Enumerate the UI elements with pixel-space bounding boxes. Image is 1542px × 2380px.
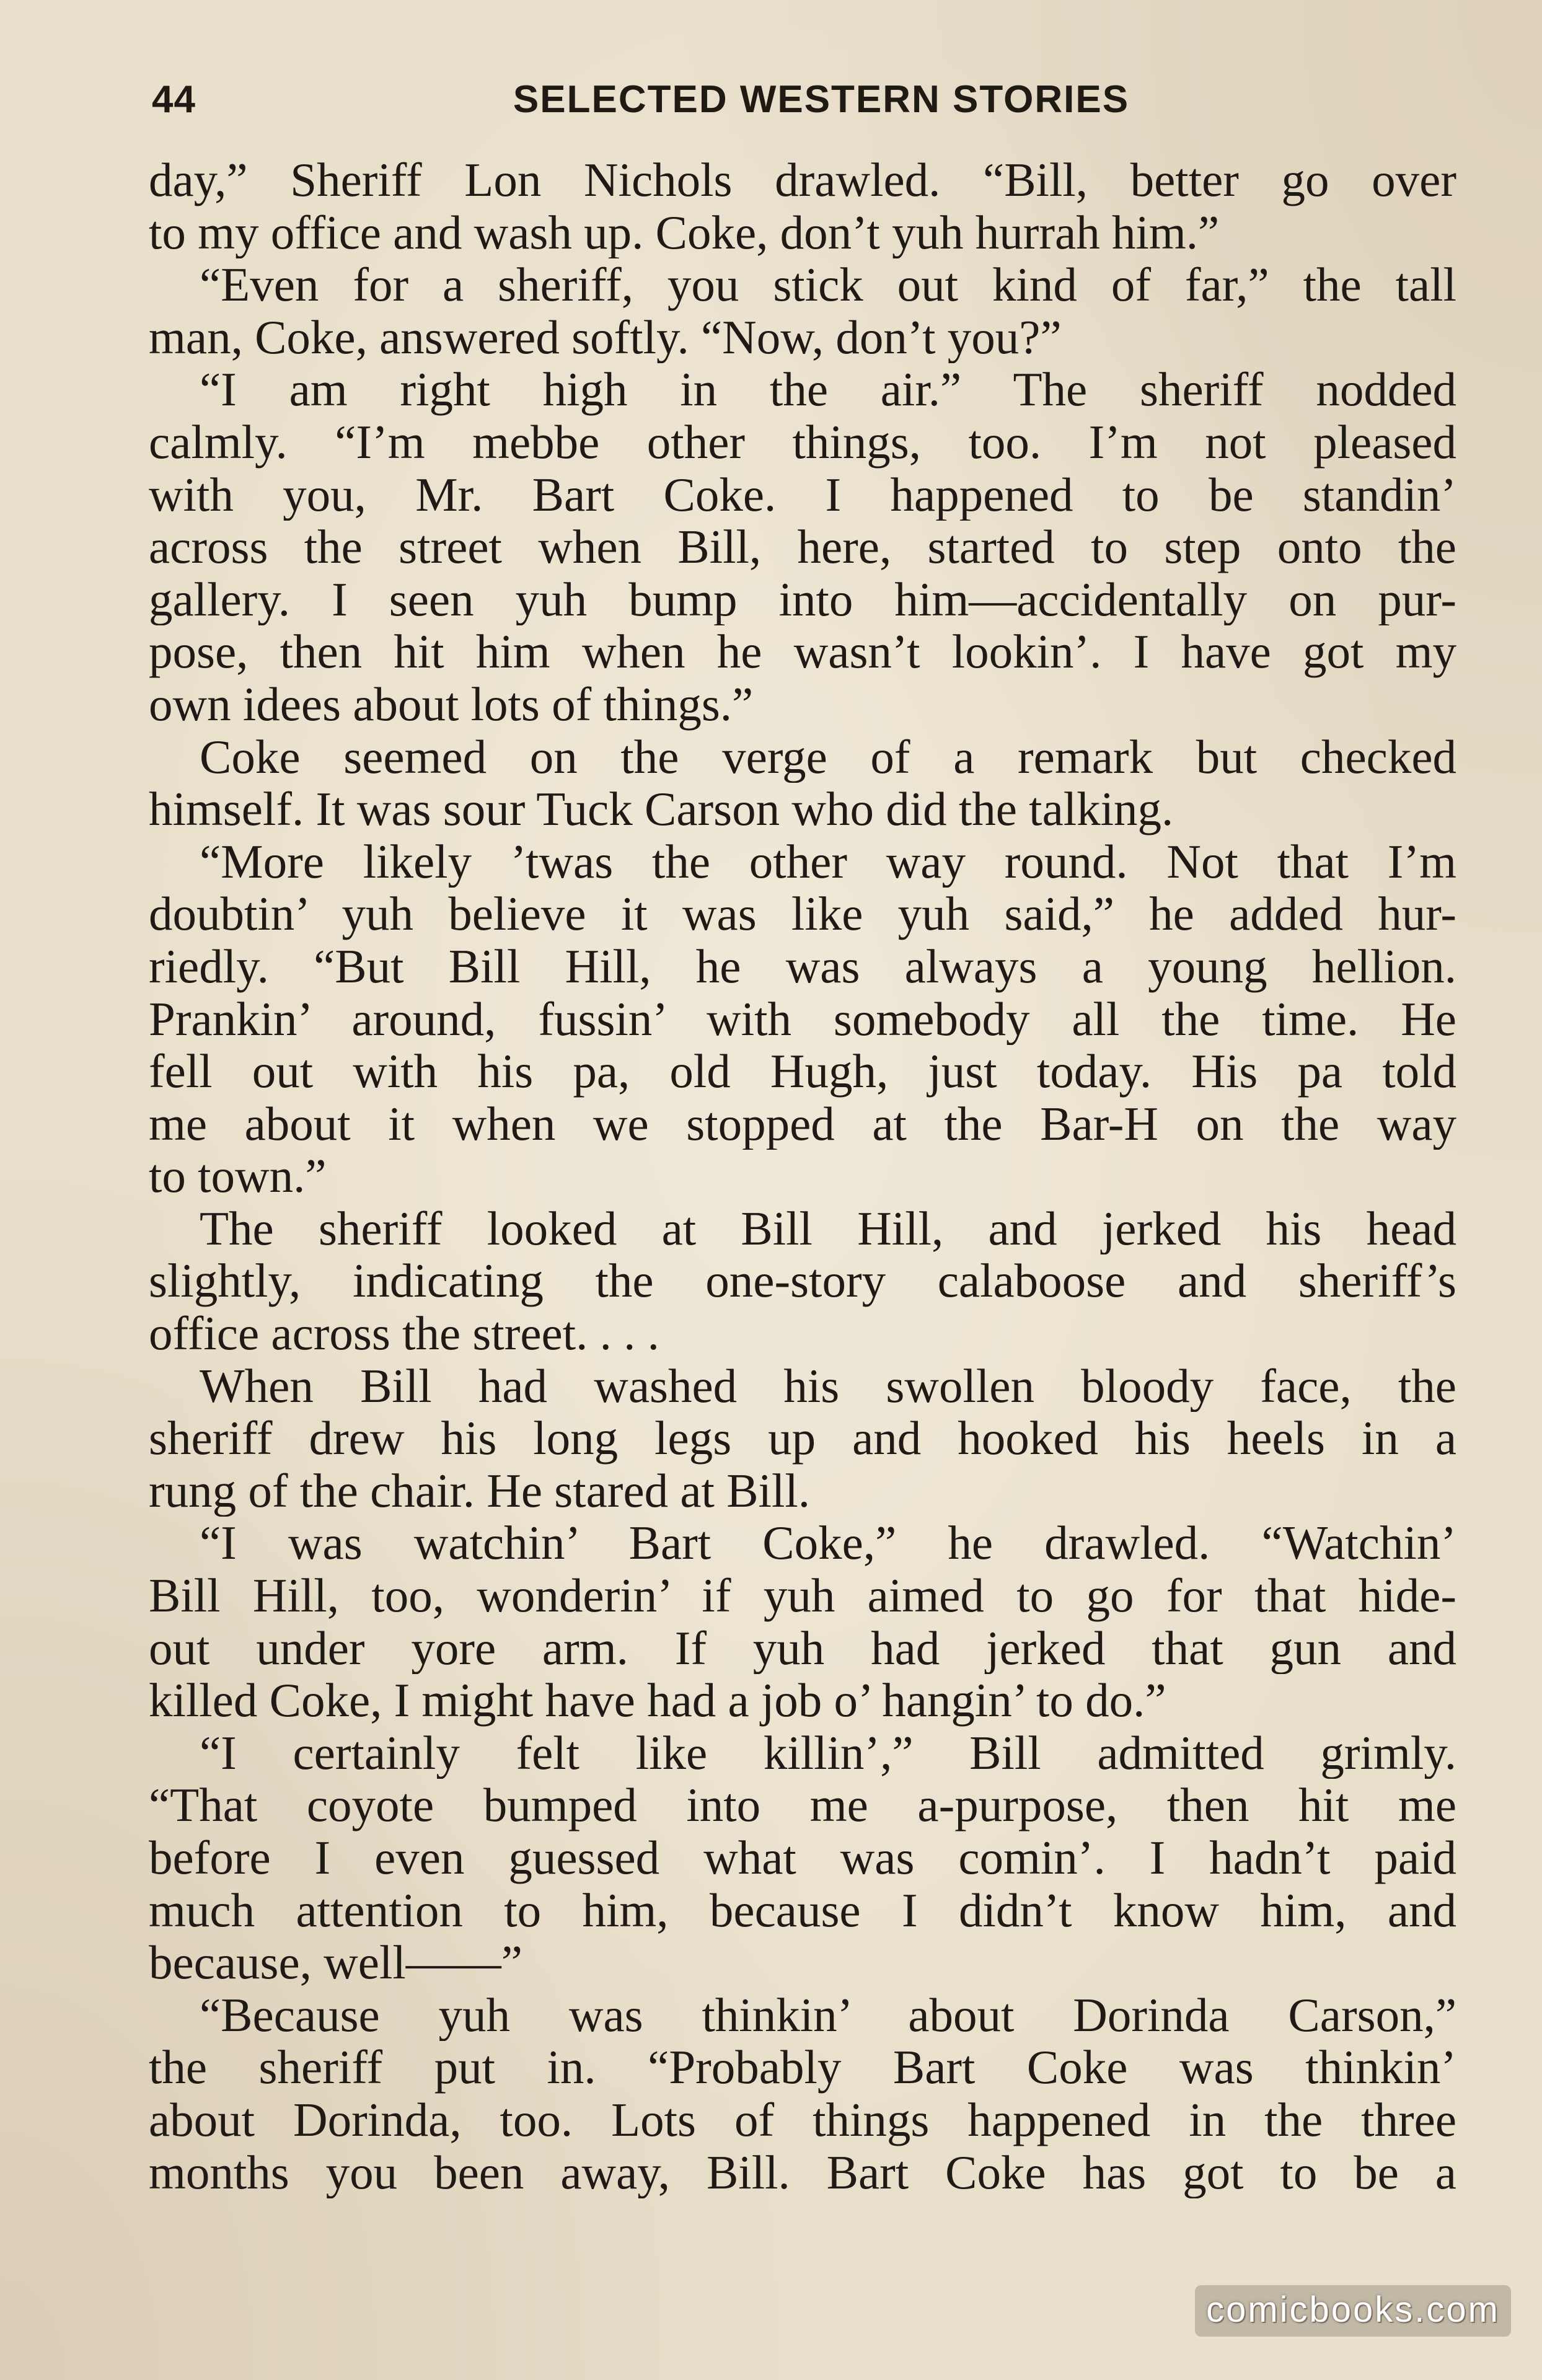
text-line: across the street when Bill, here, started to step onto the [149,521,1456,573]
text-line: much attention to him, because I didn’t know him, and [149,1884,1456,1937]
running-title: SELECTED WESTERN STORIES [513,78,1130,121]
text-line: about Dorinda, too. Lots of things happened in the three [149,2093,1456,2146]
text-line: “I was watchin’ Bart Coke,” he drawled. “Watchin’ [200,1517,1456,1570]
text-line: fell out with his pa, old Hugh, just today. His pa told [149,1045,1456,1098]
text-line: slightly, indicating the one-story calaboose and sheriff’s [149,1254,1456,1308]
text-line: The sheriff looked at Bill Hill, and jerked his head [200,1202,1456,1255]
text-line: the sheriff put in. “Probably Bart Coke was thinkin’ [149,2041,1456,2094]
text-line: months you been away, Bill. Bart Coke has got to be a [149,2146,1456,2199]
text-line: Prankin’ around, fussin’ with somebody all the time. He [149,992,1456,1046]
text-line: with you, Mr. Bart Coke. I happened to be standin’ [149,468,1456,521]
text-line: gallery. I seen yuh bump into him—accidentally on pur- [149,573,1456,626]
page-header [152,77,1466,136]
text-line: own idees about lots of things.” [149,677,754,731]
text-line: killed Coke, I might have had a job o’ hangin’ to do.” [149,1674,1166,1727]
text-line: rung of the chair. He stared at Bill. [149,1464,810,1517]
text-line: out under yore arm. If yuh had jerked that gun and [149,1621,1456,1675]
text-line: When Bill had washed his swollen bloody face, the [200,1359,1456,1413]
text-line: day,” Sheriff Lon Nichols drawled. “Bill, better go over [149,154,1456,206]
text-line: riedly. “But Bill Hill, he was always a young hellion. [149,940,1456,993]
text-line: to my office and wash up. Coke, don’t yuh hurrah him.” [149,206,1220,259]
text-line: man, Coke, answered softly. “Now, don’t you?” [149,311,1062,364]
text-line: to town.” [149,1150,327,1202]
text-line: calmly. “I’m mebbe other things, too. I’m not pleased [149,415,1456,469]
text-line: sheriff drew his long legs up and hooked his heels in a [149,1412,1456,1465]
text-line: Coke seemed on the verge of a remark but checked [200,730,1456,783]
text-line: pose, then hit him when he wasn’t lookin’. I have got my [149,625,1456,678]
watermark: comicbooks.com [1195,2285,1511,2337]
text-line: himself. It was sour Tuck Carson who did the talking. [149,783,1174,835]
text-line: “That coyote bumped into me a-purpose, then hit me [149,1779,1456,1831]
text-line: “I certainly felt like killin’,” Bill admitted grimly. [200,1726,1456,1779]
text-line: because, well——” [149,1936,522,1989]
text-line: “I am right high in the air.” The sheriff nodded [200,363,1456,416]
page-number: 44 [152,78,196,121]
text-line: “Because yuh was thinkin’ about Dorinda Carson,” [200,1988,1456,2042]
text-line: doubtin’ yuh believe it was like yuh said,” he added hur- [149,888,1456,940]
text-line: me about it when we stopped at the Bar-H on the way [149,1097,1456,1150]
story-text [149,154,1456,2198]
text-line: Bill Hill, too, wonderin’ if yuh aimed to go for that hide- [149,1569,1456,1622]
text-line: before I even guessed what was comin’. I hadn’t paid [149,1831,1456,1884]
text-line: “More likely ’twas the other way round. Not that I’m [200,835,1456,888]
text-line: office across the street. . . . [149,1307,659,1360]
text-line: “Even for a sheriff, you stick out kind of far,” the tall [200,258,1456,311]
